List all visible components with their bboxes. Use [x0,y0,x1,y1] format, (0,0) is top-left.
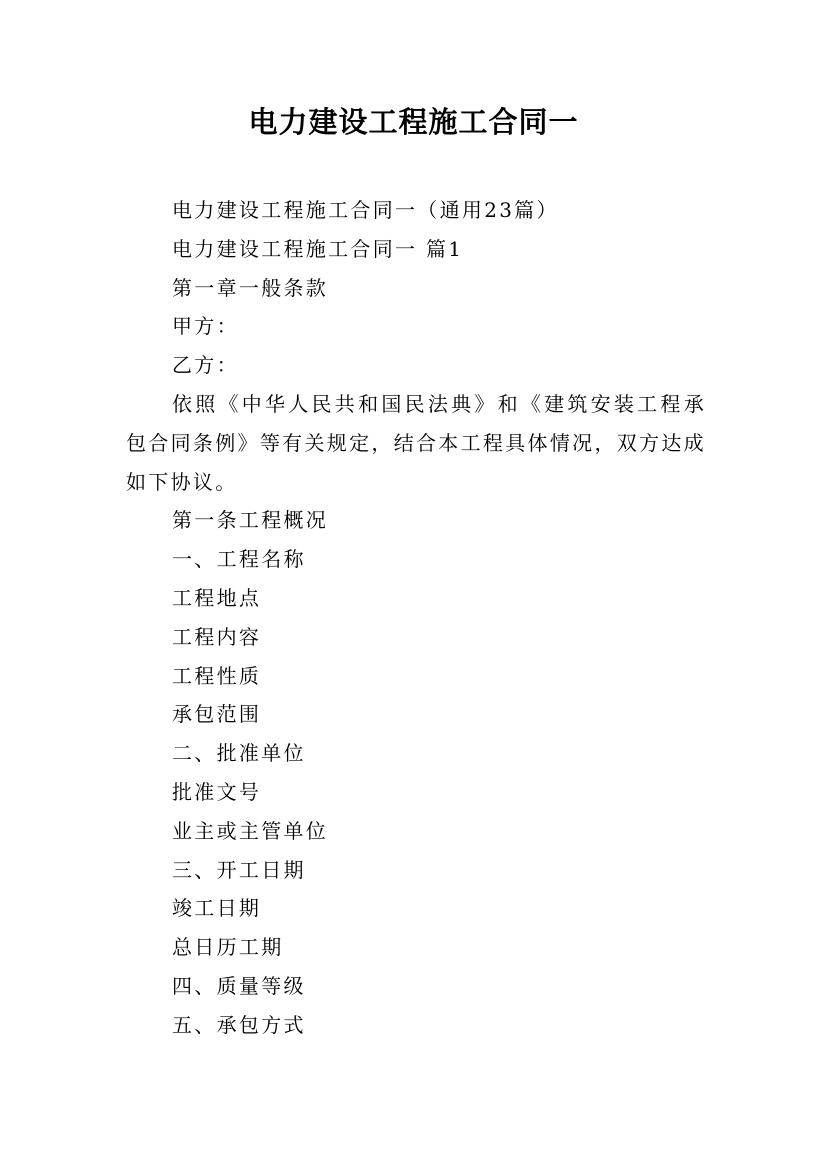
document-body [126,191,706,1045]
document-title: 电力建设工程施工合同一 [248,105,579,139]
paragraph-subtitle: 电力建设工程施工合同一（通用23篇） [172,198,559,222]
paragraph-chapter-heading: 第一章一般条款 [172,275,329,300]
paragraph-item: 批准文号 [172,779,262,804]
paragraph-item: 工程地点 [172,585,262,610]
paragraph-item: 一、工程名称 [172,547,306,572]
paragraph-section-heading: 电力建设工程施工合同一 篇1 [172,236,464,261]
paragraph-item: 五、承包方式 [172,1012,306,1037]
paragraph-article-heading: 第一条工程概况 [172,508,329,533]
paragraph-preamble: 依照《中华人民共和国民法典》和《建筑安装工程承包合同条例》等有关规定，结合本工程具体情况，双方达成如下协议。 [126,391,706,494]
paragraph-item: 总日历工期 [172,935,284,960]
paragraph-item: 三、开工日期 [172,857,306,882]
paragraph-item: 四、质量等级 [172,973,306,998]
paragraph-item: 业主或主管单位 [172,818,329,843]
paragraph-item: 承包范围 [172,702,262,727]
paragraph-party-b: 乙方： [172,353,239,378]
paragraph-item: 工程性质 [172,663,262,688]
paragraph-item: 竣工日期 [172,896,262,921]
paragraph-party-a: 甲方： [172,314,239,339]
paragraph-item: 二、批准单位 [172,741,306,766]
paragraph-item: 工程内容 [172,624,262,649]
